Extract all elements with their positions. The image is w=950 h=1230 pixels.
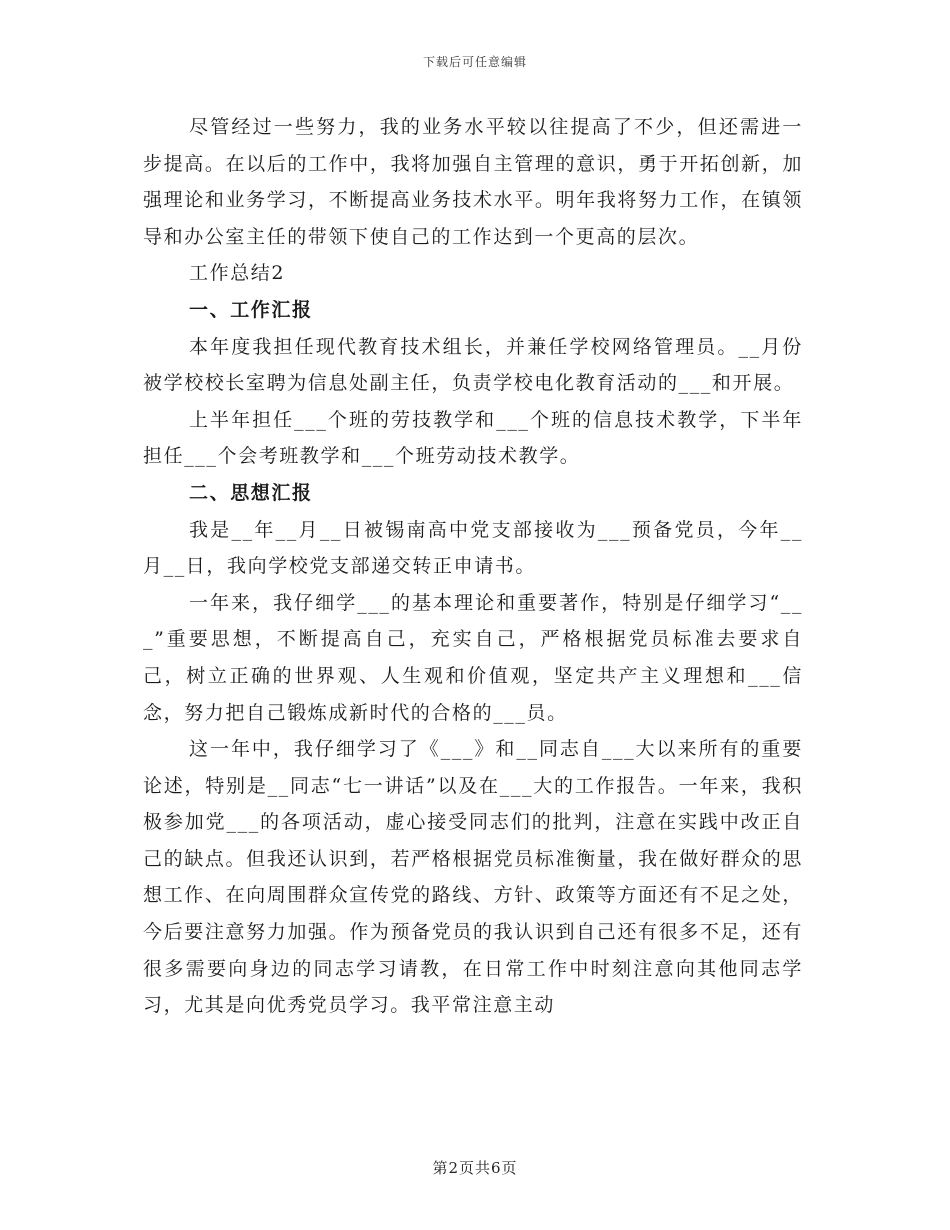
paragraph-thought-report-3: 这一年中，我仔细学习了《___》和__同志自___大以来所有的重要论述，特别是__同志“七一讲话”以及在___大的工作报告。一年来，我积极参加党___的各项活动，虚心接受同志们的批判，注意在实践中改正自己的缺点。但我还认识到，若严格根据党员标准衡量，我在做好群众的思想工作、在向周围群众宣传党的路线、方针、政策等方面还有不足之处，今后要注意努力加强。作为预备党员的我认识到自己还有很多不足，还有很多需要向身边的同志学习请教，在日常工作中时刻注意向其他同志学习，尤其是向优秀党员学习。我平常注意主动	[143, 738, 803, 1017]
paragraph-thought-report-1: 我是__年__月__日被锡南高中党支部接收为___预备党员，今年__月__日，我向学校党支部递交转正申请书。	[143, 518, 803, 578]
document-body	[143, 109, 803, 1024]
paragraph-work-report-1: 本年度我担任现代教育技术组长，并兼任学校网络管理员。__月份被学校校长室聘为信息处副主任，负责学校电化教育活动的___和开展。	[143, 335, 803, 395]
section-heading-thought-report: 二、思想汇报	[189, 481, 313, 504]
section-heading-work-report: 一、工作汇报	[189, 298, 313, 321]
section-title-work-summary-2: 工作总结2	[189, 262, 286, 285]
paragraph-work-report-2: 上半年担任___个班的劳技教学和___个班的信息技术教学，下半年担任___个会考班教学和___个班劳动技术教学。	[143, 408, 803, 468]
page-header-note: 下载后可任意编辑	[422, 55, 527, 69]
page-footer-number: 第2页共6页	[432, 1159, 518, 1177]
paragraph-1: 尽管经过一些努力，我的业务水平较以往提高了不少，但还需进一步提高。在以后的工作中，我将加强自主管理的意识，勇于开拓创新，加强理论和业务学习，不断提高业务技术水平。明年我将努力工作，在镇领导和办公室主任的带领下使自己的工作达到一个更高的层次。	[143, 116, 803, 248]
paragraph-thought-report-2: 一年来，我仔细学___的基本理论和重要著作，特别是仔细学习“___”重要思想，不断提高自己，充实自己，严格根据党员标准去要求自己，树立正确的世界观、人生观和价值观，坚定共产主义理想和___信念，努力把自己锻炼成新时代的合格的___员。	[143, 591, 803, 724]
